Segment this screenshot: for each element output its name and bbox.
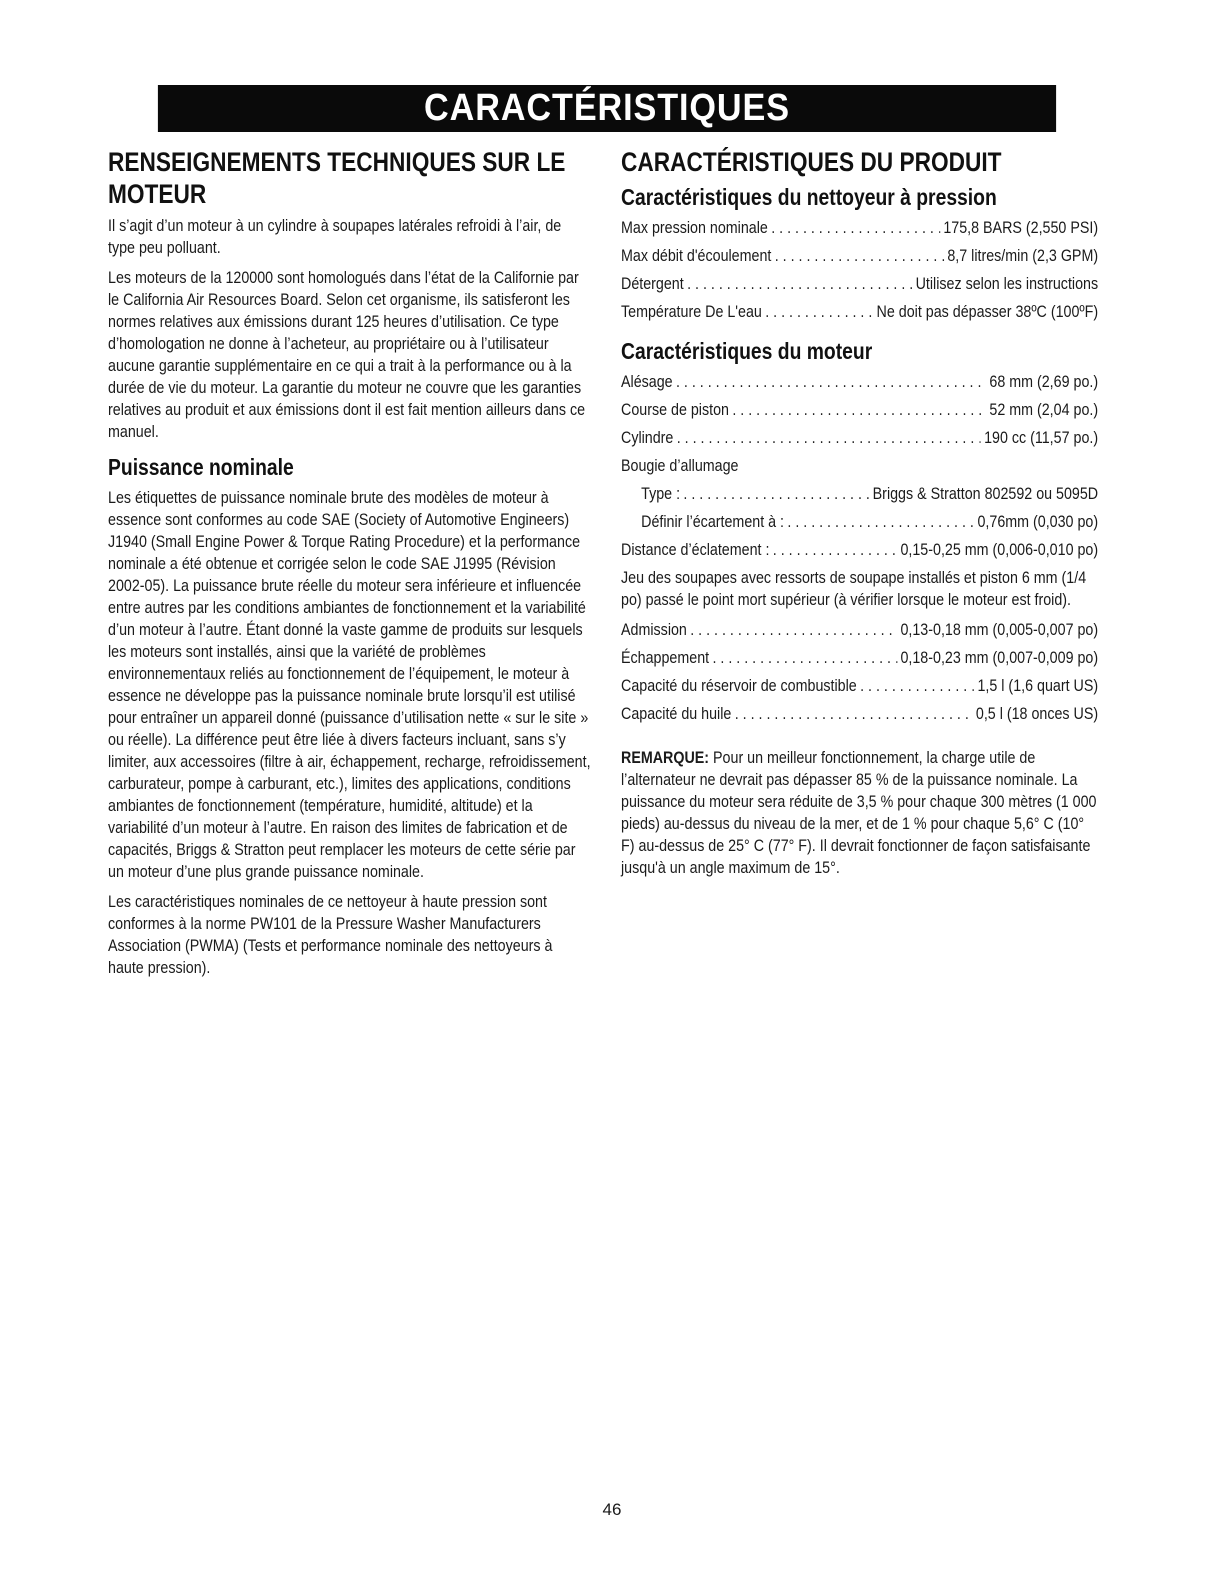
dot-leader	[683, 483, 869, 505]
dot-leader	[687, 273, 912, 295]
dot-leader	[775, 245, 944, 267]
spec-value: 0,15-0,25 mm (0,006-0,010 po)	[900, 540, 1099, 559]
dot-leader	[732, 399, 986, 421]
spec-label: Capacité du réservoir de combustible	[621, 676, 857, 695]
engine-type-paragraph: Il s’agit d’un moteur à un cylindre à soupapes latérales refroidi à l’air, de type peu polluant.	[108, 216, 562, 257]
right-column	[621, 146, 1098, 887]
engine-specs-heading: Caractéristiques du moteur	[621, 338, 873, 364]
spec-row-fuel-capacity	[621, 675, 1098, 697]
spec-value: 190 cc (11,57 po.)	[984, 428, 1099, 447]
carb-certification-paragraph: Les moteurs de la 120000 sont homologués dans l’état de la Californie par le California Air Resources Board. Selon cet organisme, ils satisferont les normes relatives aux émissions durant 125 heures d’utilisation. Ce type d’homologation ne donne à l’acheteur, au propriétaire ou à l’utilisateur aucune garantie supplémentaire en ce qui a trait à la performance ou à la durée de vie du moteur. La garantie du moteur ne couvre que les garanties relatives au produit et aux émissions dont il est fait mention ailleurs dans ce manuel.	[108, 268, 586, 441]
spec-row-max-pressure	[621, 217, 1098, 239]
spark-plug-label: Bougie d’allumage	[621, 456, 739, 475]
dot-leader	[765, 301, 873, 323]
spec-value: Ne doit pas dépasser 38ºC (100ºF)	[876, 302, 1099, 321]
dot-leader	[735, 703, 973, 725]
spec-label: Capacité du huile	[621, 704, 732, 723]
dot-leader	[787, 511, 974, 533]
spec-row-bore	[621, 371, 1098, 393]
spec-value: 8,7 litres/min (2,3 GPM)	[947, 246, 1099, 265]
remark-text: Pour un meilleur fonctionnement, la charge utile de l’alternateur ne devrait pas dépasser 85 % de la puissance nominale. La puissance du moteur sera réduite de 3,5 % pour chaque 300 mètres (1 000 pieds) au-dessus du niveau de la mer, et de 1 % pour chaque 5,6° C (10° F) au-dessus de 25° C (77° F). Il devrait fonctionner de façon satisfaisante jusqu'à un angle maximum de 15°.	[621, 748, 1097, 877]
spec-value: 0,5 l (18 onces US)	[975, 704, 1099, 723]
spec-row-spark-type	[621, 483, 1098, 505]
spec-row-water-temperature	[621, 301, 1098, 323]
spec-label: Type :	[641, 484, 681, 503]
spec-value: 1,5 l (1,6 quart US)	[977, 676, 1099, 695]
spec-label: Définir l’écartement à :	[641, 512, 785, 531]
spec-value: 68 mm (2,69 po.)	[989, 372, 1099, 391]
engine-info-heading: RENSEIGNEMENTS TECHNIQUES SUR LE MOTEUR	[108, 147, 566, 209]
spec-label: Cylindre	[621, 428, 674, 447]
spec-value: 175,8 BARS (2,550 PSI)	[943, 218, 1099, 237]
spec-row-displacement	[621, 427, 1098, 449]
product-specs-heading: CARACTÉRISTIQUES DU PRODUIT	[621, 147, 1002, 177]
spec-value: Briggs & Stratton 802592 ou 5095D	[872, 484, 1099, 503]
washer-specs-heading: Caractéristiques du nettoyeur à pression	[621, 184, 997, 210]
spec-value: 0,76mm (0,030 po)	[977, 512, 1099, 531]
spec-label: Course de piston	[621, 400, 729, 419]
spec-row-max-flow	[621, 245, 1098, 267]
spec-row-oil-capacity	[621, 703, 1098, 725]
dot-leader	[712, 647, 897, 669]
dot-leader	[860, 675, 974, 697]
spec-value: Utilisez selon les instructions	[915, 274, 1099, 293]
spec-row-stroke	[621, 399, 1098, 421]
dot-leader	[690, 619, 897, 641]
power-rating-heading: Puissance nominale	[108, 454, 294, 480]
dot-leader	[773, 539, 897, 561]
section-banner: CARACTÉRISTIQUES	[158, 85, 1056, 132]
spec-label: Distance d’éclatement :	[621, 540, 770, 559]
spec-row-armature-gap	[621, 539, 1098, 561]
valve-clearance-text: Jeu des soupapes avec ressorts de soupape installés et piston 6 mm (1/4 po) passé le point mort supérieur (à vérifier lorsque le moteur est froid).	[621, 568, 1087, 609]
spec-label: Max débit d'écoulement	[621, 246, 772, 265]
spec-row-detergent	[621, 273, 1098, 295]
spec-label: Admission	[621, 620, 687, 639]
pwma-paragraph: Les caractéristiques nominales de ce nettoyeur à haute pression sont conformes à la norme PW101 de la Pressure Washer Manufacturers Association (PWMA) (Tests et performance nominale des nettoyeurs à haute pression).	[108, 892, 553, 977]
spec-value: 52 mm (2,04 po.)	[989, 400, 1099, 419]
remark-note	[621, 747, 1098, 879]
power-rating-paragraph: Les étiquettes de puissance nominale brute des modèles de moteur à essence sont conformes au code SAE (Society of Automotive Engineers) J1940 (Small Engine Power & Torque Rating Procedure) et la performance nominale a été obtenue et corrigée selon le code SAE J1995 (Révision 2002-05). La puissance brute réelle du moteur sera inférieure et influencée entre autres par les conditions ambiantes de fonctionnement et la variabilité d’un moteur à l’autre. Étant donné la vaste gamme de produits sur lesquels les moteurs sont installés, ainsi que la variété de problèmes environnementaux reliés au fonctionnement de l’équipement, le moteur à essence ne développe pas la puissance nominale brute lorsqu’il est utilisé pour entraîner un appareil donné (puissance d’utilisation nette « sur le site » ou réelle). La différence peut être liée à divers facteurs incluant, sans s’y limiter, aux accessoires (filtre à air, échappement, recharge, refroidissement, carburateur, pompe à carburant, etc.), limites des applications, conditions ambiantes de fonctionnement (température, humidité, altitude) et la variabilité d’un moteur à l’autre. En raison des limites de fabrication et de capacités, Briggs & Stratton peut remplacer les moteurs de cette série par un moteur d’une plus grande puissance nominale.	[108, 488, 591, 881]
spec-row-exhaust	[621, 647, 1098, 669]
dot-leader	[676, 371, 986, 393]
spec-label: Max pression nominale	[621, 218, 768, 237]
spec-label: Alésage	[621, 372, 673, 391]
spec-value: 0,13-0,18 mm (0,005-0,007 po)	[900, 620, 1099, 639]
remark-label: REMARQUE:	[621, 748, 710, 767]
dot-leader	[771, 217, 940, 239]
page-number: 46	[602, 1500, 622, 1519]
spec-row-intake	[621, 619, 1098, 641]
spec-label: Échappement	[621, 648, 710, 667]
dot-leader	[677, 427, 981, 449]
spec-row-spark-gap	[621, 511, 1098, 533]
spec-label: Détergent	[621, 274, 684, 293]
spec-label: Température De L'eau	[621, 302, 762, 321]
spec-value: 0,18-0,23 mm (0,007-0,009 po)	[900, 648, 1099, 667]
left-column	[108, 146, 592, 987]
